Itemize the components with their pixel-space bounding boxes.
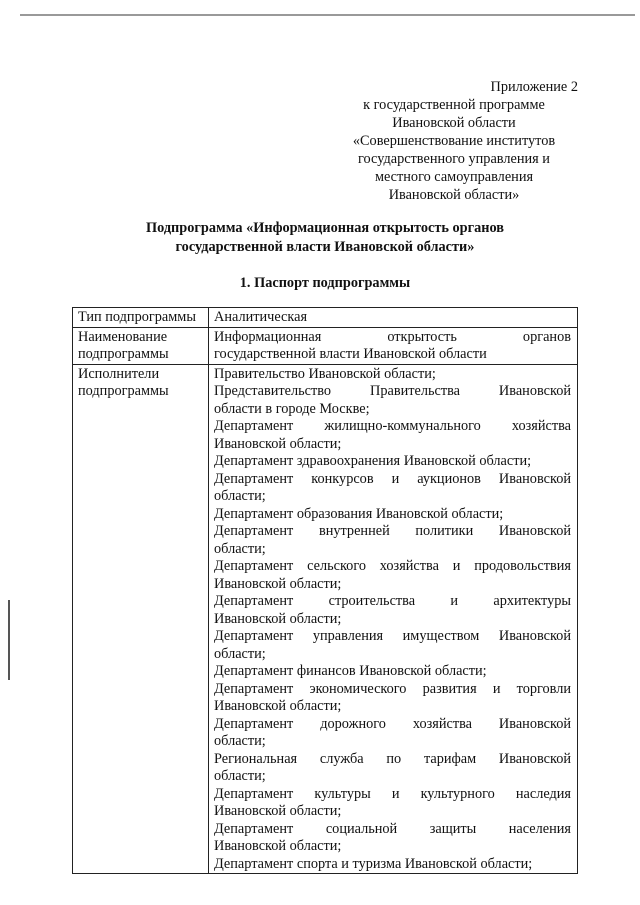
appendix-line: Ивановской области xyxy=(392,115,516,131)
executor-line: Департамент сельского хозяйства и продовольствия xyxy=(214,558,571,574)
name-label: Наименование подпрограммы xyxy=(73,327,209,364)
executor-line: Департамент дорожного хозяйства Ивановской xyxy=(214,715,571,732)
section-heading: 1. Паспорт подпрограммы xyxy=(239,275,411,291)
table-row xyxy=(73,327,578,364)
subprogram-title xyxy=(60,219,590,257)
passport-table xyxy=(72,307,578,874)
executor-line: Региональная служба по тарифам Ивановской xyxy=(214,750,571,767)
executor-line: Ивановской области; xyxy=(214,435,342,452)
appendix-number: Приложение 2 xyxy=(490,79,578,95)
executor-line: Ивановской области; xyxy=(214,610,342,627)
executor-line: Ивановской области; xyxy=(214,803,342,819)
appendix-line: государственного управления и xyxy=(358,151,550,167)
appendix-line: «Совершенствование институтов xyxy=(352,133,556,149)
type-label: Тип подпрограммы xyxy=(73,308,209,328)
executor-line: области; xyxy=(214,768,266,784)
executor-line: Ивановской области; xyxy=(214,575,342,592)
executor-line: Департамент внутренней политики Ивановской xyxy=(214,523,571,539)
executor-line: области; xyxy=(214,488,266,504)
appendix-line: местного самоуправления xyxy=(374,169,534,185)
title-line: Подпрограмма «Информационная открытость органов xyxy=(145,220,505,236)
executor-line: Департамент культуры и культурного наследия xyxy=(214,785,571,802)
executor-line: Департамент образования Ивановской области; xyxy=(214,505,504,522)
executor-line: Ивановской области; xyxy=(214,838,342,854)
executor-line: области; xyxy=(214,733,266,749)
executor-line: области в городе Москве; xyxy=(214,400,370,417)
appendix-line: Ивановской области» xyxy=(388,187,520,203)
scan-border-line xyxy=(20,14,635,16)
executor-line: Департамент управления имуществом Ивановской xyxy=(214,628,571,644)
executor-line: Департамент здравоохранения Ивановской области; xyxy=(214,453,532,469)
scan-margin-mark xyxy=(8,600,10,680)
executor-line: Департамент конкурсов и аукционов Ивановской xyxy=(214,470,571,487)
name-value-line: государственной власти Ивановской области xyxy=(214,346,487,362)
executor-line: Департамент строительства и архитектуры xyxy=(214,593,571,609)
executor-line: Департамент экономического развития и торговли xyxy=(214,680,571,697)
executor-line: области; xyxy=(214,540,266,557)
executors-label: Исполнители подпрограммы xyxy=(73,364,209,874)
appendix-line: к государственной программе xyxy=(363,97,545,113)
executors-list xyxy=(209,364,578,874)
table-row xyxy=(73,308,578,328)
executor-line: Ивановской области; xyxy=(214,698,342,714)
executor-line: Правительство Ивановской области; xyxy=(214,365,436,382)
executor-line: Департамент спорта и туризма Ивановской области; xyxy=(214,855,533,872)
name-value-line: Информационная открытость органов xyxy=(214,328,571,345)
executor-line: Департамент социальной защиты населения xyxy=(214,820,571,837)
executor-line: Представительство Правительства Ивановской xyxy=(214,383,571,399)
type-value: Аналитическая xyxy=(209,308,578,328)
executor-line: Департамент финансов Ивановской области; xyxy=(214,663,487,679)
name-value xyxy=(209,327,578,364)
title-line: государственной власти Ивановской области» xyxy=(175,239,475,255)
table-row xyxy=(73,364,578,874)
executor-line: области; xyxy=(214,645,266,662)
appendix-header xyxy=(330,78,578,204)
executor-line: Департамент жилищно-коммунального хозяйства xyxy=(214,418,571,434)
